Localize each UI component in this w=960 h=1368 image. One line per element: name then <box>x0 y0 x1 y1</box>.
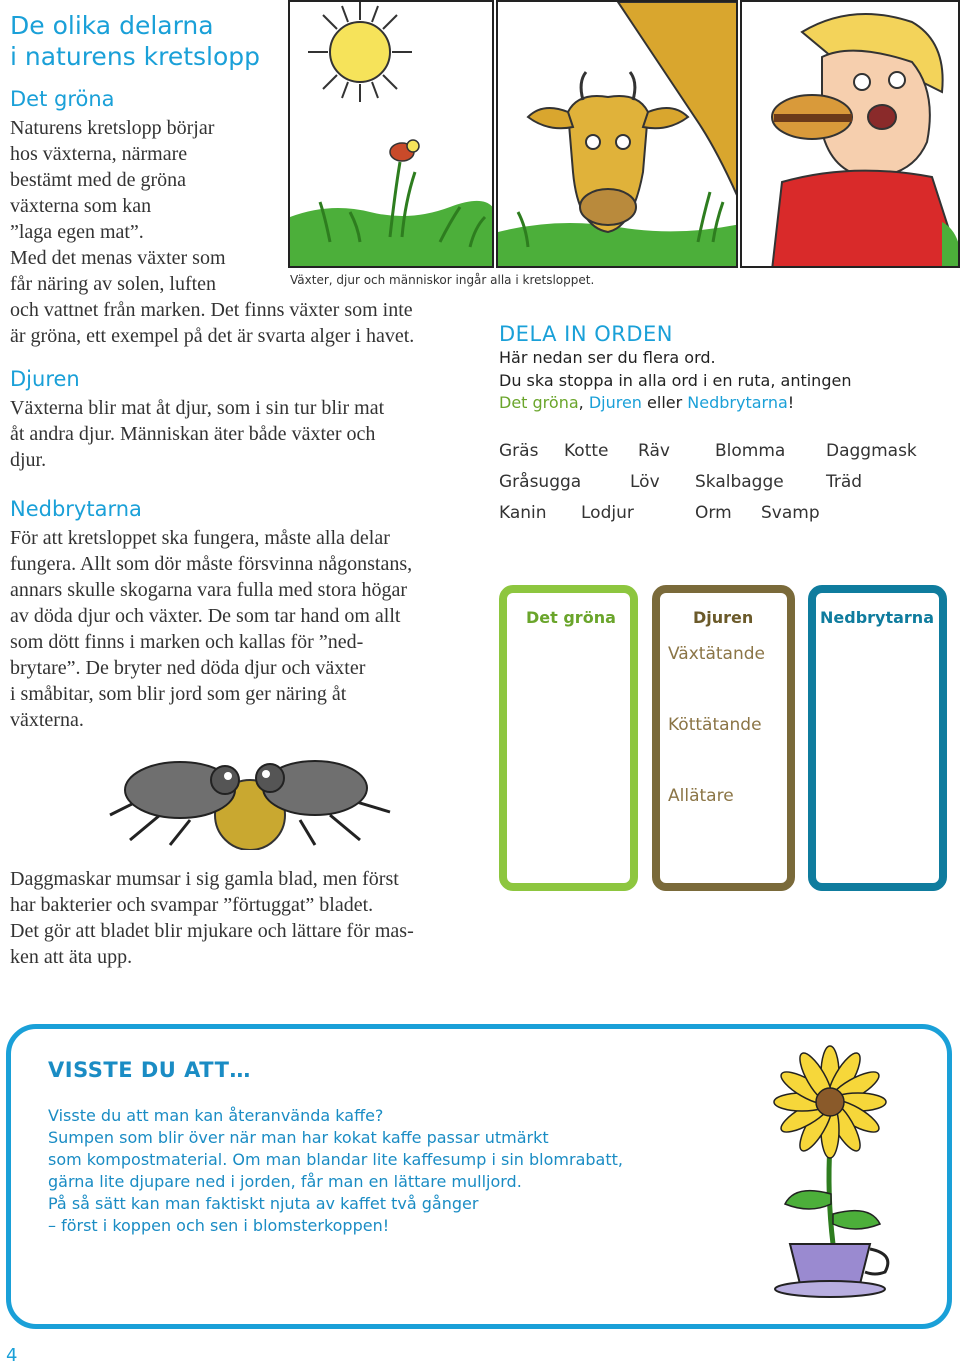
page-title-line-1: De olika delarna <box>10 11 214 40</box>
drop-box-djuren[interactable] <box>652 585 795 891</box>
text-line: brytare”. De bryter ned döda djur och växter <box>10 657 366 679</box>
page-title-line-2: i naturens kretslopp <box>10 42 261 71</box>
drop-box-nedbrytarna[interactable] <box>808 585 947 891</box>
text-line: annars skulle skogarna vara fulla med stora högar <box>10 579 408 601</box>
text-line: Växterna blir mat åt djur, som i sin tur blir mat <box>10 397 385 419</box>
flower-cup-illustration <box>755 1044 905 1299</box>
subcategory-label: Allätare <box>668 786 734 806</box>
section-heading-nedbrytarna: Nedbrytarna <box>10 497 142 521</box>
drop-box-det-grona[interactable] <box>499 585 638 891</box>
text-line: Naturens kretslopp börjar <box>10 117 215 139</box>
section-heading-det-grona: Det gröna <box>10 87 115 111</box>
info-line: Visste du att man kan återanvända kaffe? <box>48 1106 384 1125</box>
comic-panel-sun-grass <box>288 0 494 268</box>
drop-box-label-djuren: Djuren <box>693 608 754 627</box>
child-eating-illustration <box>742 2 960 268</box>
word-item[interactable]: Kotte <box>564 441 609 461</box>
info-line: Sumpen som blir över när man har kokat kaffe passar utmärkt <box>48 1128 549 1147</box>
section-heading-djuren: Djuren <box>10 367 80 391</box>
subcategory-label: Köttätande <box>668 715 762 735</box>
word-item[interactable]: Orm <box>695 503 732 523</box>
exercise-heading: DELA IN ORDEN <box>499 322 674 346</box>
text-line: bestämt med de gröna <box>10 169 187 191</box>
text-line: i småbitar, som blir jord som ger näring åt <box>10 683 347 705</box>
text-line: får näring av solen, luften <box>10 273 217 295</box>
text-line: hos växterna, närmare <box>10 143 188 165</box>
word-item[interactable]: Gräs <box>499 441 539 461</box>
comic-panel-child <box>740 0 960 268</box>
drop-box-label-det-grona: Det gröna <box>526 608 616 627</box>
word-item[interactable]: Räv <box>638 441 670 461</box>
category-ref-grona: Det gröna <box>499 393 579 412</box>
separator-text: , <box>578 393 589 412</box>
cow-illustration <box>498 2 738 268</box>
category-ref-nedbrytarna: Nedbrytarna <box>687 393 788 412</box>
text-line: Med det menas växter som <box>10 247 226 269</box>
word-item[interactable]: Gråsugga <box>499 472 582 492</box>
text-line: och vattnet från marken. Det finns växter som inte <box>10 299 413 321</box>
text-line: av döda djur och växter. De som tar hand om allt <box>10 605 401 627</box>
word-item[interactable]: Träd <box>826 472 863 492</box>
category-ref-djuren: Djuren <box>588 393 642 412</box>
text-line: som dött finns i marken och kallas för ”ned- <box>10 631 364 653</box>
text-line: djur. <box>10 449 47 471</box>
text-line: Det gör att bladet blir mjukare och lättare för mas- <box>10 920 414 942</box>
info-line: gärna lite djupare ned i jorden, får man en lättare mulljord. <box>48 1172 522 1191</box>
visste-heading: VISSTE DU ATT… <box>48 1058 251 1082</box>
illustration-caption: Växter, djur och människor ingår alla i kretsloppet. <box>290 273 595 287</box>
word-item[interactable]: Daggmask <box>826 441 917 461</box>
info-line: – först i koppen och sen i blomsterkoppen! <box>48 1216 390 1235</box>
beetle-icon <box>100 740 400 850</box>
text-line: ken att äta upp. <box>10 946 133 968</box>
comic-panel-cow <box>496 0 738 268</box>
text-line: ”laga egen mat”. <box>10 221 144 243</box>
flower-icon <box>755 1044 905 1299</box>
page-number: 4 <box>6 1345 18 1366</box>
word-item[interactable]: Blomma <box>715 441 786 461</box>
separator-text: ! <box>787 393 795 412</box>
word-item[interactable]: Löv <box>630 472 660 492</box>
text-line: är gröna, ett exempel på det är svarta alger i havet. <box>10 325 415 347</box>
sun-grass-illustration <box>290 2 494 268</box>
exercise-instruction: Här nedan ser du flera ord. <box>499 348 716 367</box>
text-line: Daggmaskar mumsar i sig gamla blad, men först <box>10 868 399 890</box>
word-item[interactable]: Skalbagge <box>695 472 784 492</box>
exercise-instruction: Du ska stoppa in alla ord i en ruta, antingen <box>499 371 852 390</box>
text-line: För att kretsloppet ska fungera, måste alla delar <box>10 527 390 549</box>
exercise-instruction-categories <box>499 393 794 412</box>
separator-text: eller <box>641 393 688 412</box>
subcategory-label: Växtätande <box>668 644 765 664</box>
text-line: åt andra djur. Människan äter både växter och <box>10 423 376 445</box>
word-item[interactable]: Kanin <box>499 503 547 523</box>
text-line: växterna som kan <box>10 195 152 217</box>
text-line: fungera. Allt som dör måste försvinna någonstans, <box>10 553 413 575</box>
text-line: växterna. <box>10 709 84 731</box>
info-line: På så sätt kan man faktiskt njuta av kaffet två gånger <box>48 1194 479 1213</box>
drop-box-label-nedbrytarna: Nedbrytarna <box>820 608 934 627</box>
word-item[interactable]: Lodjur <box>581 503 634 523</box>
dung-beetles-illustration <box>100 740 400 850</box>
info-line: som kompostmaterial. Om man blandar lite kaffesump i sin blomrabatt, <box>48 1150 623 1169</box>
text-line: har bakterier och svampar ”förtuggat” bladet. <box>10 894 374 916</box>
word-item[interactable]: Svamp <box>761 503 820 523</box>
